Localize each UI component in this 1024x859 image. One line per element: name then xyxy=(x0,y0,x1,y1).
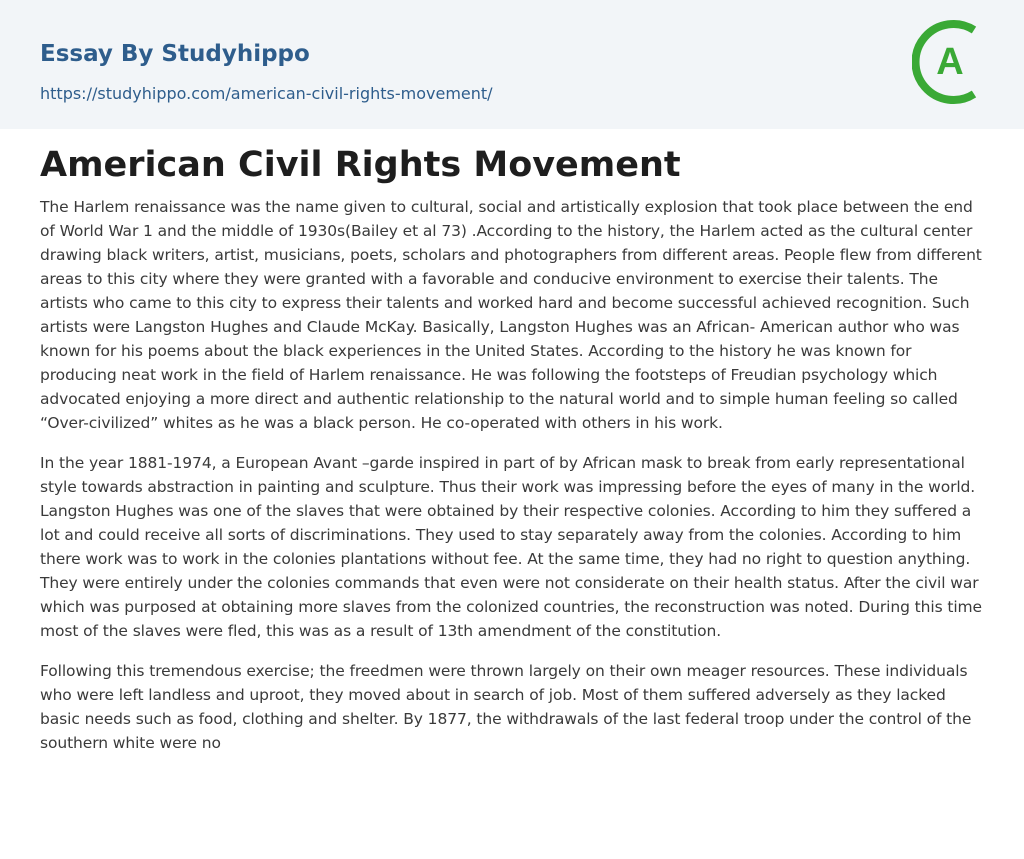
article-url-link[interactable]: https://studyhippo.com/american-civil-rights-movement/ xyxy=(40,84,493,103)
studyhippo-logo-icon[interactable] xyxy=(912,18,988,106)
article-paragraph: Following this tremendous exercise; the freedmen were thrown largely on their own meager resources. These individuals who were left landless and uproot, they moved about in search of job. Most of them suffered adversely as they lacked basic needs such as food, clothing and shelter. By 1877, the withdrawals of the last federal troop under the control of the southern white were no xyxy=(40,662,972,752)
site-brand[interactable]: Essay By Studyhippo xyxy=(40,41,310,67)
article-paragraph: In the year 1881-1974, a European Avant –garde inspired in part of by African mask to break from early representational style towards abstraction in painting and sculpture. Thus their work was impressing before the eyes of many in the world. Langston Hughes was one of the slaves that were obtained by their respective colonies. According to him they suffered a lot and could receive all sorts of discriminations. They used to stay separately away from the colonies. According to him there work was to work in the colonies plantations without fee. At the same time, they had no right to question anything. They were entirely under the colonies commands that even were not considerate on their health status. After the civil war which was purposed at obtaining more slaves from the colonized countries, the reconstruction was noted. During this time most of the slaves were fled, this was as a result of 13th amendment of the constitution. xyxy=(40,454,982,640)
article-body xyxy=(40,195,985,771)
article-paragraph: The Harlem renaissance was the name given to cultural, social and artistically explosion that took place between the end of World War 1 and the middle of 1930s(Bailey et al 73) .According to the history, the Harlem acted as the cultural center drawing black writers, artist, musicians, poets, scholars and photographers from different areas. People flew from different areas to this city where they were granted with a favorable and conducive environment to exercise their talents. The artists who came to this city to express their talents and worked hard and become successful achieved recognition. Such artists were Langston Hughes and Claude McKay. Basically, Langston Hughes was an African- American author who was known for his poems about the black experiences in the United States. According to the history he was known for producing neat work in the field of Harlem renaissance. He was following the footsteps of Freudian psychology which advocated enjoying a more direct and authentic relationship to the natural world and to simple human feeling so called “Over-civilized” whites as he was a black person. He co-operated with others in his work. xyxy=(40,198,982,432)
site-header xyxy=(0,0,1024,129)
page-title: American Civil Rights Movement xyxy=(40,145,681,185)
logo-letter: A xyxy=(936,41,964,83)
